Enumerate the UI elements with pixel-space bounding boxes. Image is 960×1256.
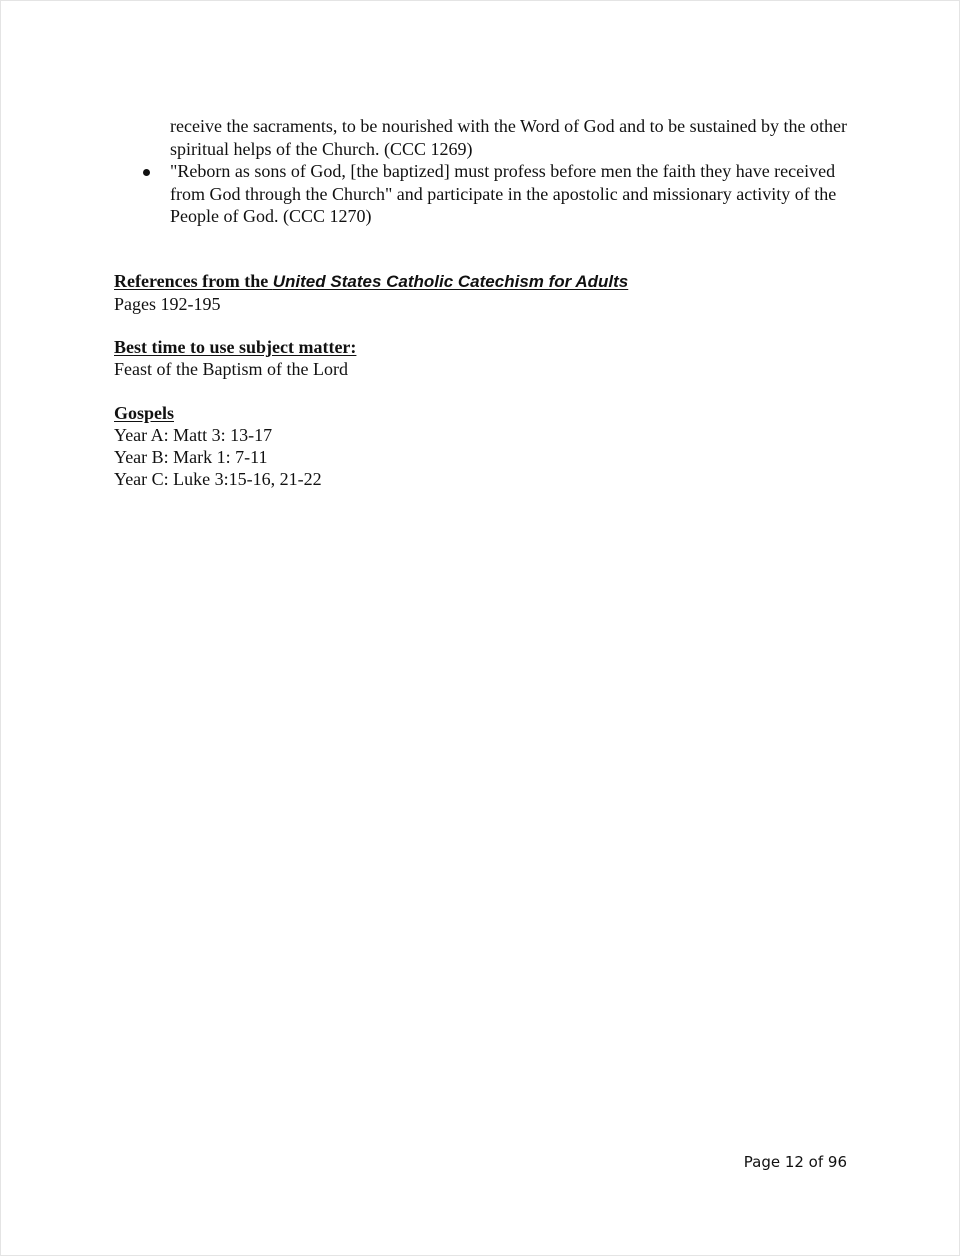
list-item-text: receive the sacraments, to be nourished with the Word of God and to be sustained by the other spiritual helps of the Church. (CCC 1269): [170, 116, 848, 159]
gospels-heading: Gospels: [114, 403, 175, 423]
references-section: [114, 270, 854, 315]
catechism-title: United States Catholic Catechism for Adults: [272, 272, 629, 291]
best-time-section: [114, 336, 854, 380]
list-item: [115, 160, 855, 228]
bullet-list: [115, 115, 855, 228]
bullet-icon: [143, 169, 150, 176]
gospel-year-a: Year A: Matt 3: 13-17: [114, 425, 273, 445]
page-number: Page 12 of 96: [743, 1153, 847, 1171]
references-heading: References from the United States Catholic Catechism for Adults: [114, 271, 629, 291]
gospels-section: [114, 402, 854, 490]
list-item-text: "Reborn as sons of God, [the baptized] must profess before men the faith they have received from God through the Church" and participate in the apostolic and missionary activity of the People of God. (CCC 1270): [170, 161, 837, 226]
references-pages: Pages 192-195: [114, 294, 221, 314]
gospel-year-c: Year C: Luke 3:15-16, 21-22: [114, 469, 322, 489]
list-item-continuation: [115, 115, 855, 160]
best-time-heading: Best time to use subject matter:: [114, 337, 357, 357]
best-time-value: Feast of the Baptism of the Lord: [114, 359, 348, 379]
gospel-year-b: Year B: Mark 1: 7-11: [114, 447, 268, 467]
